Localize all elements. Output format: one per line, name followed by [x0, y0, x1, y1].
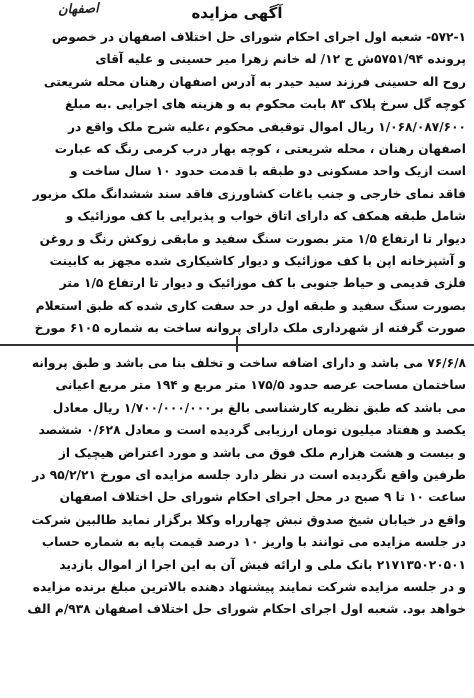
text-line: ۲۱۷۱۳۵۰۲۰۵۰۱ بانک ملی و ارائه فیش آن به این اجرا از اموال بازدید — [59, 557, 466, 572]
text-line: بصورت سنگ سفید و طبقه اول در حد سفت کاری شده که طبق استعلام — [35, 298, 466, 313]
text-line: اصفهان رهنان ، محله شریعتی ، کوچه بهار درب کرمی رنگ که عبارت — [54, 142, 466, 157]
text-line: روح اله حسینی فرزند سید حیدر به آدرس اصفهان رهنان محله شریعتی — [43, 74, 466, 89]
text-line: فلزی قدیمی و حیاط جنوبی با کف موزائیک و دیوار تا ارتفاع ۱/۵ متر — [59, 276, 466, 291]
text-line: و آشپزخانه اپن با کف موزائیک و دیوار کاشیکاری شده مجهز به کابینت — [49, 254, 466, 269]
notice-title: آگهی مزایده — [191, 4, 283, 22]
text-line: و در جلسه مزایده شرکت نمایند پیشنهاد دهنده بالاترین مبلغ برنده مزایده — [32, 580, 466, 595]
column-divider-tick — [236, 336, 238, 352]
notice-body-part2 — [8, 352, 466, 621]
notice-body-part1 — [8, 26, 466, 340]
text-line: می باشد که طبق نظریه کارشناسی بالغ بر۱/۷۰۰/۰۰۰/۰۰۰ ریال معادل — [52, 400, 466, 415]
handwritten-note: اصفهان — [57, 1, 99, 18]
text-line: است ازیک واحد مسکونی دو طبقه با قدمت حدود ۱۰ سال ساخت و — [70, 164, 466, 179]
text-line: واقع در خیابان شیخ صدوق نبش چهارراه وکلا برگزار نماید طالبین شرکت — [31, 512, 466, 527]
text-line: خواهد بود. شعبه اول اجرای احکام شورای حل اختلاف اصفهان ۹۳۸/م الف — [27, 602, 466, 617]
text-line: دیوار تا ارتفاع ۱/۵ متر بصورت سنگ سفید و مابقی زوکش رنگ و روغن — [39, 231, 466, 246]
text-line: ۱/۰۶۸/۰۸۷/۶۰۰ ریال اموال توقیفی محکوم ،علیه شرح ملک واقع در — [67, 119, 466, 134]
text-line: شامل طبقه همکف که دارای اتاق خواب و پذیرایی با کف موزائیک و — [65, 209, 466, 224]
text-line: ۷۶/۶/۸ می باشد و دارای اضافه ساخت و تخلف بنا می باشد و طبق پروانه — [31, 356, 466, 370]
text-line: صورت گرفته از شهرداری ملک دارای پروانه ساخت به شماره ۶۱۰۵ مورخ — [34, 321, 466, 336]
text-line: پرونده ۵۷۵۱/۹۴ش ج ۱۲/ له خانم زهرا میر حسینی و علیه آقای — [95, 52, 466, 67]
text-line: ۵۷۲-۱- شعبه اول اجرای احکام شورای حل اختلاف اصفهان در خصوص — [51, 30, 466, 44]
text-line: کوچه گل سرخ پلاک ۸۳ بابت محکوم به و هزینه های اجرایی .به مبلغ — [65, 97, 466, 112]
text-line: یکصد و هفتاد میلیون تومان ارزیابی گردیده است و معادل ۰/۶۲۸ ششصد — [38, 423, 466, 438]
text-line: ساختمان مساحت عرصه حدود ۱۷۵/۵ متر مربع و ۱۹۴ متر مربع اعیانی — [55, 378, 466, 393]
text-line: طرفین واقع نگردیده است در نظر دارد جلسه مزایده ای مورخ ۹۵/۲/۲۱ در — [32, 468, 466, 483]
text-line: فاقد نمای خارجی و جنب باغات کشاورزی فاقد سند ششدانگ ملک مزبور — [32, 186, 466, 201]
text-line: در جلسه مزایده می توانند با واریز ۱۰ درصد قیمت پایه به شماره حساب — [41, 535, 466, 550]
text-line: و بیست و هشت هزارم ملک فوق می باشد و مورد اعتراض هیچیک از — [58, 445, 466, 460]
text-line: ساعت ۱۰ تا ۹ صبح در محل اجرای احکام شورای حل اختلاف اصفهان — [59, 490, 466, 505]
